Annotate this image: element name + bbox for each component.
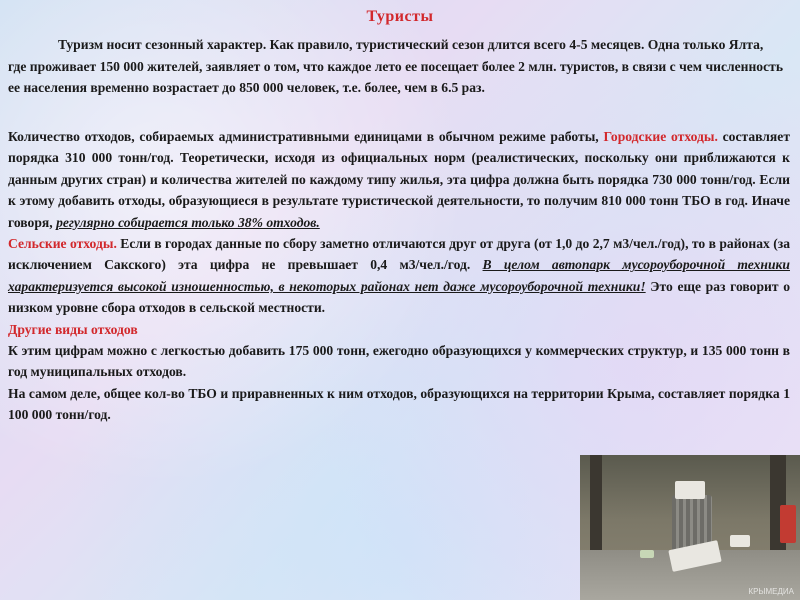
red-object [780,505,796,543]
slide-title: Туристы [366,8,434,25]
other-waste-heading: Другие виды отходов [8,321,138,337]
photo-tree [590,455,602,555]
urban-lead: Количество отходов, собираемых административными единицами в обычном режиме работы, [8,129,599,144]
rural-tail: Это еще раз говорит о низком уровне сбора отходов в сельской местности. [8,278,790,316]
main-text [8,126,790,426]
urban-text: составляет порядка 310 000 тонн/год. Теоретически, исходя из официальных норм (реалистических, поскольку они приближаются к данным других стран) и количества жителей по каждому типу жилья, эта цифра должна быть порядка 730 000 тонн/год. Если к этому добавить отходы, образующиеся в результате туристической деятельности, то получим 810 000 тонн ТБО в год. Иначе говоря, [8,129,791,230]
urban-emphasis: регулярно собирается только 38% отходов. [56,214,320,230]
trash-pile [730,535,750,547]
urban-waste-label: Городские отходы. [603,129,718,144]
rural-text: Если в городах данные по сбору заметно отличаются друг от друга (от 1,0 до 2,7 м3/чел./год), то в районах (за исключением Сакского) эта цифра не превышает 0,4 м3/чел./год. [8,236,790,273]
paragraph-rural [8,233,790,319]
paragraph-other: К этим цифрам можно с легкостью добавить 175 000 тонн, ежегодно образующихся у коммерческих структур, и 135 000 тонн в год муниципальных отходов. [8,343,790,380]
rural-waste-label: Сельские отходы. [8,236,117,252]
trash-pile [675,481,705,499]
paragraph-total: На самом деле, общее кол-во ТБО и приравненных к ним отходов, образующихся на территории Крыма, составляет порядка 1 100 000 тонн/год. [8,385,790,423]
rural-emphasis: В целом автопарк мусороуборочной техники характеризуется высокой изношенностью, в некоторых районах нет даже мусороуборочной техники! [8,257,790,294]
photo-watermark: КРЫМЕДИА [748,587,794,596]
intro-block [8,34,784,99]
trash-pile [640,550,654,558]
trash-photo [580,455,800,600]
paragraph-urban [8,126,790,233]
intro-paragraph: Туризм носит сезонный характер. Как правило, туристический сезон длится всего 4-5 месяцев. Одна только Ялта, где проживает 150 000 жителей, заявляет о том, что каждое лето ее посещает более 2 млн. туристов, в связи с чем численность ее населения временно возрастает до 850 000 человек, т.е. более, чем в 6.5 раз. [8,37,784,95]
